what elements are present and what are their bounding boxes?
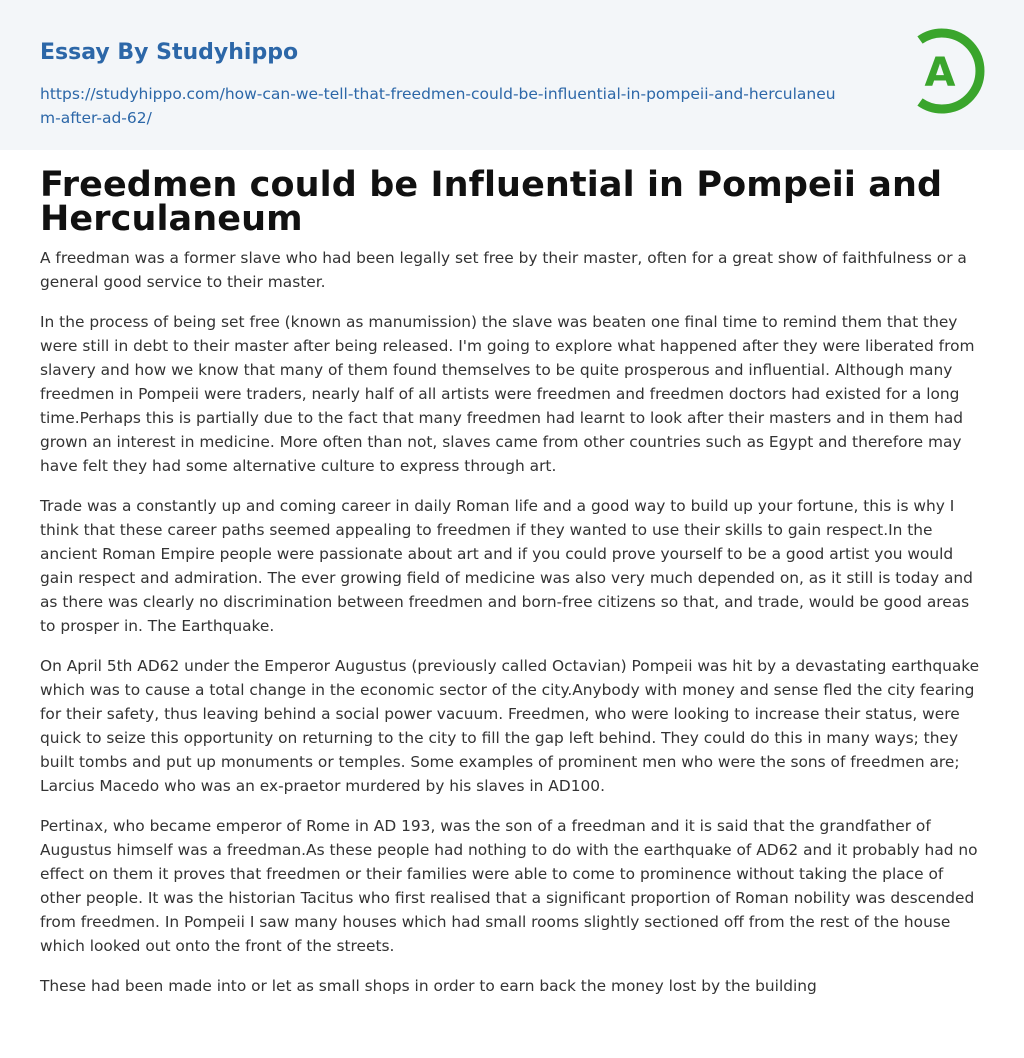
article (40, 165, 984, 1014)
paragraph: Trade was a constantly up and coming career in daily Roman life and a good way to build up your fortune, this is why I think that these career paths seemed appealing to freedmen if they wanted to use their skills to gain respect.In the ancient Roman Empire people were passionate about art and if you could prove yourself to be a good artist you would gain respect and admiration. The ever growing field of medicine was also very much depended on, as it still is today and as there was clearly no discrimination between freedmen and born-free citizens so that, and trade, would be good areas to prosper in. The Earthquake. (40, 497, 973, 635)
brand-title: Essay By Studyhippo (40, 40, 299, 65)
page-header (0, 0, 1024, 150)
paragraph: Pertinax, who became emperor of Rome in AD 193, was the son of a freedman and it is said that the grandfather of Augustus himself was a freedman.As these people had nothing to do with the earthquake of AD62 and it probably had no effect on them it proves that freedmen or their families were able to come to prominence without taking the place of other people. It was the historian Tacitus who first realised that a significant proportion of Roman nobility was descended from freedmen. In Pompeii I saw many houses which had small rooms slightly sectioned off from the rest of the house which looked out onto the front of the streets. (40, 817, 978, 955)
source-url-link[interactable]: https://studyhippo.com/how-can-we-tell-that-freedmen-could-be-influential-in-pompeii-and-herculaneum-after-ad-62/ (40, 85, 836, 127)
paragraph: A freedman was a former slave who had been legally set free by their master, often for a great show of faithfulness or a general good service to their master. (40, 249, 967, 291)
circle-a-logo-icon[interactable] (900, 26, 990, 116)
paragraph: In the process of being set free (known as manumission) the slave was beaten one final time to remind them that they were still in debt to their master after being released. I'm going to explore what happened after they were liberated from slavery and how we know that many of them found themselves to be quite prosperous and influential. Although many freedmen in Pompeii were traders, nearly half of all artists were freedmen and freedmen doctors had existed for a long time.Perhaps this is partially due to the fact that many freedmen had learnt to look after their masters and in them had grown an interest in medicine. More often than not, slaves came from other countries such as Egypt and therefore may have felt they had some alternative culture to express through art. (40, 313, 975, 475)
paragraph: On April 5th AD62 under the Emperor Augustus (previously called Octavian) Pompeii was hit by a devastating earthquake which was to cause a total change in the economic sector of the city.Anybody with money and sense fled the city fearing for their safety, thus leaving behind a social power vacuum. Freedmen, who were looking to increase their status, were quick to seize this opportunity on returning to the city to fill the gap left behind. They could do this in many ways; they built tombs and put up monuments or temples. Some examples of prominent men who were the sons of freedmen are; Larcius Macedo who was an ex-praetor murdered by his slaves in AD100. (40, 657, 980, 795)
logo-letter: A (924, 50, 956, 96)
page-title: Freedmen could be Influential in Pompeii and Herculaneum (40, 165, 943, 239)
paragraph: These had been made into or let as small shops in order to earn back the money lost by the building (40, 977, 817, 995)
